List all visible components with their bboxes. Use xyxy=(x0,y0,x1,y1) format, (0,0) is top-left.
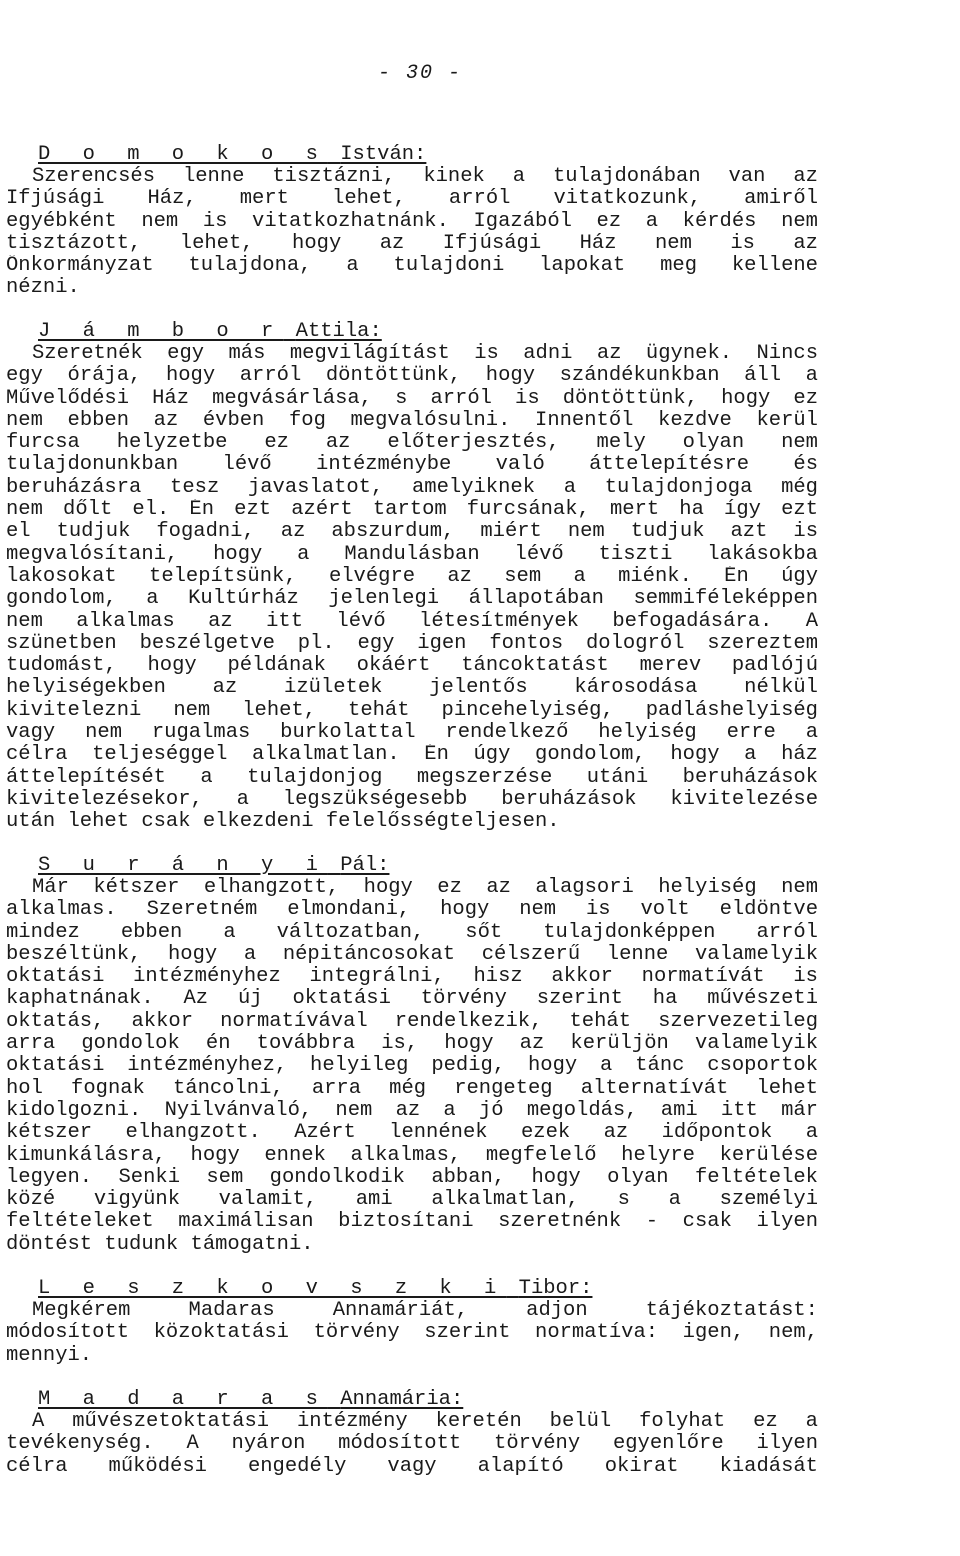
statement-text xyxy=(6,166,818,300)
speaker-given-name: Annamária: xyxy=(340,1388,464,1411)
text-line: kidolgozni. Nyilvánvaló, nem az a jó megoldás, ami itt már xyxy=(6,1099,818,1122)
text-line: nézni. xyxy=(6,277,80,300)
text-line: beszéltünk, hogy a népitáncosokat célszerű lenne valamelyik xyxy=(6,943,818,966)
text-line: Megkérem Madaras Annamáriát, adjon tájékoztatást: xyxy=(32,1300,818,1322)
speaker-given-name: Pál: xyxy=(340,854,390,877)
text-line: kivitelezésekor, a legszükségesebb beruházások kivitelezése xyxy=(6,788,818,811)
text-line: A művészetoktatási intézmény keretén belül folyhat ez a xyxy=(32,1411,818,1433)
speaker-given-name: Tibor: xyxy=(518,1277,593,1300)
text-line: megvalósítani, hogy a Mandulásban lévő tiszti lakásokba xyxy=(6,543,818,566)
text-line: el tudjuk fogadni, az abszurdum, miért nem tudjuk azt is xyxy=(6,521,818,544)
statement-domokos xyxy=(6,144,818,300)
speaker-given-name: István: xyxy=(340,143,427,166)
text-line: kimunkálásra, hogy ennek alkalmas, megfelelő helyre kerülése xyxy=(6,1144,818,1167)
text-line: hol fognak táncolni, arra még rengeteg alternatívát lehet xyxy=(6,1077,818,1100)
text-line: helyiségekben az izületek jelentős károsodása nélkül xyxy=(6,677,818,700)
text-line: módosított közoktatási törvény szerint normatíva: igen, nem, xyxy=(6,1322,818,1345)
text-line: döntést tudunk támogatni. xyxy=(6,1233,314,1256)
page-number: - 30 - xyxy=(378,62,463,85)
speaker-name xyxy=(38,855,818,877)
text-line: oktatási intézményhez integrálni, hisz akkor normatívát is xyxy=(6,966,818,989)
statement-suranyi xyxy=(6,855,818,1256)
text-line: célra működési engedély vagy alapító okirat kiadását xyxy=(6,1455,818,1478)
text-line: kivitelezni nem lehet, tehát pincehelyiség, padláshelyiség xyxy=(6,699,818,722)
text-line: Ifjúsági Ház, mert lehet, arról vitatkozunk, amiről xyxy=(6,188,818,211)
text-line: feltételeket maximálisan biztosítani szeretnénk - csak ilyen xyxy=(6,1211,818,1234)
speaker-surname: S u r á n y i xyxy=(38,854,328,877)
text-line: oktatási intézményhez, helyileg pedig, hogy a tánc csoportok xyxy=(6,1055,818,1078)
text-line: mennyi. xyxy=(6,1344,93,1367)
text-line: áttelepítését a tulajdonjog megszerzése utáni beruházások xyxy=(6,766,818,789)
text-line: gondolom, a Kultúrház jelenlegi állapotában semmiféleképpen xyxy=(6,588,818,611)
text-line: furcsa helyzetbe ez az előterjesztés, mely olyan nem xyxy=(6,432,818,455)
text-line: Szeretnék egy más megvilágítást is adni az ügynek. Nincs xyxy=(32,343,818,365)
text-line: tulajdonunkban lévő intézménybe való áttelepítésre és xyxy=(6,454,818,477)
text-line: egy órája, hogy arról döntöttünk, hogy szándékunkban áll a xyxy=(6,365,818,388)
speaker-surname: M a d a r a s xyxy=(38,1388,328,1411)
speaker-name xyxy=(38,144,818,166)
text-line: nem alkalmas az itt lévő létesítmények befogadására. A xyxy=(6,610,818,633)
text-line: lakosokat telepítsünk, elvégre az sem a miénk. Én úgy xyxy=(6,565,818,588)
text-line: oktatás, akkor normatívával rendelkezik, tehát szervezetileg xyxy=(6,1010,818,1033)
statement-text xyxy=(6,1300,818,1367)
speaker-name xyxy=(38,321,818,343)
text-line: legyen. Senki sem gondolkodik abban, hogy olyan feltételek xyxy=(6,1166,818,1189)
text-line: Önkormányzat tulajdona, a tulajdoni lapokat meg kellene xyxy=(6,255,818,278)
text-line: mindez ebben a változatban, sőt tulajdonképpen arról xyxy=(6,921,818,944)
statement-text xyxy=(6,343,818,834)
speaker-surname: D o m o k o s xyxy=(38,143,328,166)
text-line: közé vigyünk valamit, ami alkalmatlan, s a személyi xyxy=(6,1189,818,1212)
speaker-name xyxy=(38,1278,818,1300)
speaker-name xyxy=(38,1389,818,1411)
text-line: kaphatnának. Az új oktatási törvény szerint ha művészeti xyxy=(6,988,818,1011)
text-line: szünetben beszélgetve pl. egy igen fontos dologról szereztem xyxy=(6,632,818,655)
text-line: Már kétszer elhangzott, hogy ez az alagsori helyiség nem xyxy=(32,877,818,899)
speaker-given-name: Attila: xyxy=(295,320,382,343)
text-line: arra gondolok én továbbra is, hogy az kerüljön valamelyik xyxy=(6,1033,818,1056)
text-line: tisztázott, lehet, hogy az Ifjúsági Ház nem is az xyxy=(6,232,818,255)
text-line: beruházásra tesz javaslatot, amelyiknek a tulajdonjoga még xyxy=(6,476,818,499)
statement-madaras xyxy=(6,1389,818,1478)
speaker-surname: L e s z k o v s z k i xyxy=(38,1277,507,1300)
text-line: célra teljeséggel alkalmatlan. Én úgy gondolom, hogy a ház xyxy=(6,744,818,767)
text-line: kétszer elhangzott. Azért lennének ezek az időpontok a xyxy=(6,1122,818,1145)
text-line: egyébként nem is vitatkozhatnánk. Igazából ez a kérdés nem xyxy=(6,210,818,233)
statement-leszkovszki xyxy=(6,1278,818,1367)
text-line: Szerencsés lenne tisztázni, kinek a tulajdonában van az xyxy=(32,166,818,188)
text-line: vagy nem rugalmas burkolattal rendelkező helyiség erre a xyxy=(6,722,818,745)
text-line: tudomást, hogy példának okáért táncoktatást merev padlójú xyxy=(6,655,818,678)
text-line: után lehet csak elkezdeni felelősségteljesen. xyxy=(6,811,560,834)
statement-text xyxy=(6,1411,818,1478)
text-line: alkalmas. Szeretném elmondani, hogy nem is volt eldöntve xyxy=(6,899,818,922)
text-line: nem dőlt el. Én ezt azért tartom furcsának, mert ha így ezt xyxy=(6,499,818,522)
text-line: tevékenység. A nyáron módosított törvény egyenlőre ilyen xyxy=(6,1433,818,1456)
text-line: nem ebben az évben fog megvalósulni. Innentől kezdve kerül xyxy=(6,409,818,432)
statement-text xyxy=(6,877,818,1256)
text-line: Művelődési Ház megvásárlása, s arról is döntöttünk, hogy ez xyxy=(6,387,818,410)
statement-jambor xyxy=(6,321,818,834)
speaker-surname: J á m b o r xyxy=(38,320,284,343)
